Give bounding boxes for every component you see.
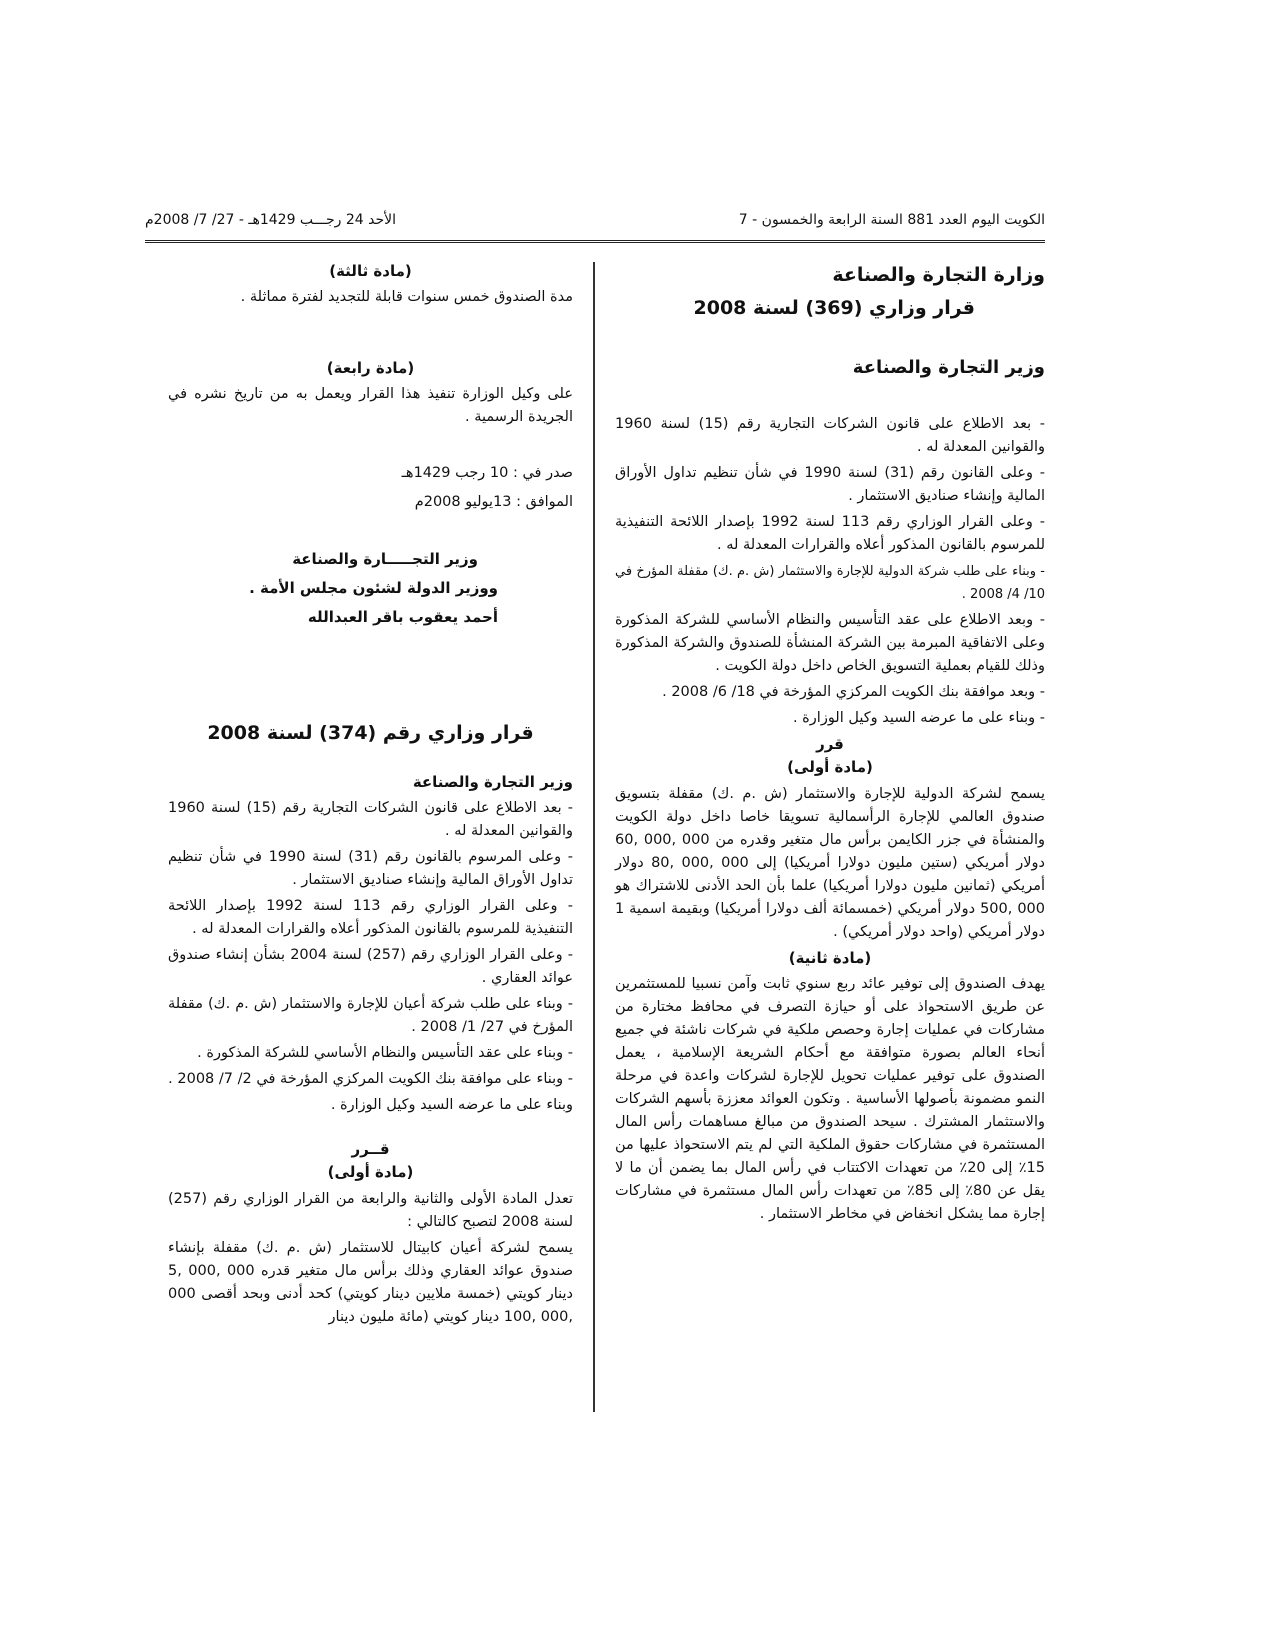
article-1-text-2: تعدل المادة الأولى والثانية والرابعة من القرار الوزاري رقم (257) لسنة 2008 لتصبح كالتالي : [168, 1191, 573, 1230]
minister-title: وزير التجارة والصناعة [852, 357, 1045, 378]
preamble-item: - بعد الاطلاع على قانون الشركات التجارية رقم (15) لسنة 1960 والقوانين المعدلة له . [168, 800, 573, 839]
preamble-item: - وبناء على طلب شركة أعيان للإجارة والاستثمار (ش .م .ك) مقفلة المؤرخ في 27/ 1/ 2008 . [168, 996, 573, 1035]
preamble-item: - وعلى المرسوم بالقانون رقم (31) لسنة 1990 في شأن تنظيم تداول الأوراق المالية وإنشاء صناديق الاستثمار . [168, 849, 573, 888]
preamble-item: - وبناء على طلب شركة الدولية للإجارة والاستثمار (ش .م .ك) مقفلة المؤرخ في 10/ 4/ 2008 . [615, 564, 1045, 602]
preamble-item: - وبعد موافقة بنك الكويت المركزي المؤرخة في 18/ 6/ 2008 . [662, 684, 1045, 700]
preamble-item: - وبعد الاطلاع على عقد التأسيس والنظام الأساسي للشركة المذكورة وعلى الاتفاقية المبرمة بين الشركة المنشأة للصندوق والشركة المذكورة وذلك للقيام بعملية التسويق الخاص داخل دولة الكويت . [615, 612, 1045, 674]
article-2-title: (مادة ثانية) [788, 949, 872, 967]
article-4-text: على وكيل الوزارة تنفيذ هذا القرار ويعمل به من تاريخ نشره في الجريدة الرسمية . [168, 386, 573, 425]
article-1-title-2: (مادة أولى) [327, 1163, 414, 1181]
signature-title: وزير التجـــــارة والصناعة [292, 550, 478, 568]
signature-title-2: ووزير الدولة لشئون مجلس الأمة . [249, 579, 498, 597]
preamble-item: - وعلى القرار الوزاري رقم 113 لسنة 1992 بإصدار اللائحة التنفيذية للمرسوم بالقانون المذكور أعلاه والقرارات المعدلة له . [615, 514, 1045, 553]
preamble-item: - وعلى القانون رقم (31) لسنة 1990 في شأن تنظيم تداول الأوراق المالية وإنشاء صناديق الاستثمار . [615, 465, 1045, 504]
article-2-text: يهدف الصندوق إلى توفير عائد ربع سنوي ثابت وآمن نسبيا للمستثمرين عن طريق الاستحواذ على أو حيازة التصرف في محافظ مختارة من مشاركات في عمليات إجارة وحصص ملكية في شركات ناشئة في جميع أنحاء العالم بصورة متوافقة مع أحكام الشريعة الإسلامية ، يعمل الصندوق على توفير عمليات تحويل للإجارة لشركات واعدة في مرحلة النمو مضمونة بأصولها الأساسية . وتكون العوائد معززة بأسهم الشركات والاستثمار المشترك . سيحد الصندوق من مبالغ مساهمات رأس المال المستثمرة في مشاركات حقوق الملكية التي لم يتم الاستحواذ عليها من 15٪ إلى 20٪ من تعهدات الاكتتاب في رأس المال بما يضمن أن ما لا يقل عن 80٪ إلى 85٪ من تعهدات رأس المال مستثمرة في مشاركات إجارة مما يشكل انخفاض في مخاطر الاستثمار . [615, 976, 1046, 1222]
left-column [168, 260, 573, 1332]
decided-heading: قرر [816, 735, 844, 753]
column-divider [593, 262, 595, 1412]
page-header [145, 208, 1045, 232]
decision-374-title: قرار وزاري رقم (374) لسنة 2008 [207, 722, 534, 744]
preamble-item: - وعلى القرار الوزاري رقم 113 لسنة 1992 بإصدار اللائحة التنفيذية للمرسوم بالقانون المذكور أعلاه والقرارات المعدلة له . [168, 898, 573, 937]
article-1-text-2b: يسمح لشركة أعيان كابيتال للاستثمار (ش .م .ك) مقفلة بإنشاء صندوق عوائد العقاري وذلك برأس مال متغير قدره 000 ,000 ,5 دينار كويتي (خمسة ملايين دينار كويتي) كحد أدنى وبحد أقصى 000 ,000 ,100 دينار كويتي (مائة مليون دينار [168, 1240, 574, 1325]
article-3-text: مدة الصندوق خمس سنوات قابلة للتجديد لفترة مماثلة . [240, 289, 573, 305]
article-1-title: (مادة أولى) [787, 758, 873, 776]
article-4-title: (مادة رابعة) [326, 359, 415, 377]
right-column [615, 260, 1045, 1229]
preamble-item: - بعد الاطلاع على قانون الشركات التجارية رقم (15) لسنة 1960 والقوانين المعدلة له . [615, 416, 1045, 455]
header-issue-info: الكويت اليوم العدد 881 السنة الرابعة والخمسون - 7 [738, 212, 1045, 228]
preamble-item: - وعلى القرار الوزاري رقم (257) لسنة 2004 بشأن إنشاء صندوق عوائد العقاري . [168, 947, 573, 986]
signature-name: أحمد يعقوب باقر العبدالله [307, 608, 498, 626]
preamble-item: - وبناء على موافقة بنك الكويت المركزي المؤرخة في 2/ 7/ 2008 . [168, 1071, 573, 1087]
issued-gregorian-date: الموافق : 13يوليو 2008م [414, 494, 573, 510]
article-3-title: (مادة ثالثة) [329, 262, 412, 280]
decision-369-title: قرار وزاري (369) لسنة 2008 [693, 297, 975, 319]
minister-title-2: وزير التجارة والصناعة [412, 773, 573, 791]
preamble-item: وبناء على ما عرضه السيد وكيل الوزارة . [330, 1097, 573, 1113]
header-rule [145, 240, 1045, 243]
preamble-item: - وبناء على عقد التأسيس والنظام الأساسي للشركة المذكورة . [197, 1045, 573, 1061]
header-date: الأحد 24 رجـــب 1429هـ - 27/ 7/ 2008م [145, 212, 397, 228]
article-1-text: يسمح لشركة الدولية للإجارة والاستثمار (ش .م .ك) مقفلة بتسويق صندوق العالمي للإجارة الرأسمالية تسويقا خاصا داخل دولة الكويت والمنشأة في جزر الكايمن برأس مال متغير وقدره من 000 ,000 ,60 دولار أمريكي (ستين مليون دولارا أمريكيا) إلى 000 ,000 ,80 دولار أمريكي (ثمانين مليون دولارا أمريكيا) علما بأن الحد الأدنى للاشتراك هو 000 ,500 دولار أمريكي (خمسمائة ألف دولارا أمريكيا) وبقيمة اسمية 1 دولار أمريكي (واحد دولار أمريكي) . [615, 786, 1046, 940]
issued-date: صدر في : 10 رجب 1429هـ [401, 465, 573, 481]
decided-heading-2: قــرر [351, 1140, 390, 1158]
ministry-title: وزارة التجارة والصناعة [832, 264, 1045, 286]
preamble-item: - وبناء على ما عرضه السيد وكيل الوزارة . [792, 710, 1045, 726]
